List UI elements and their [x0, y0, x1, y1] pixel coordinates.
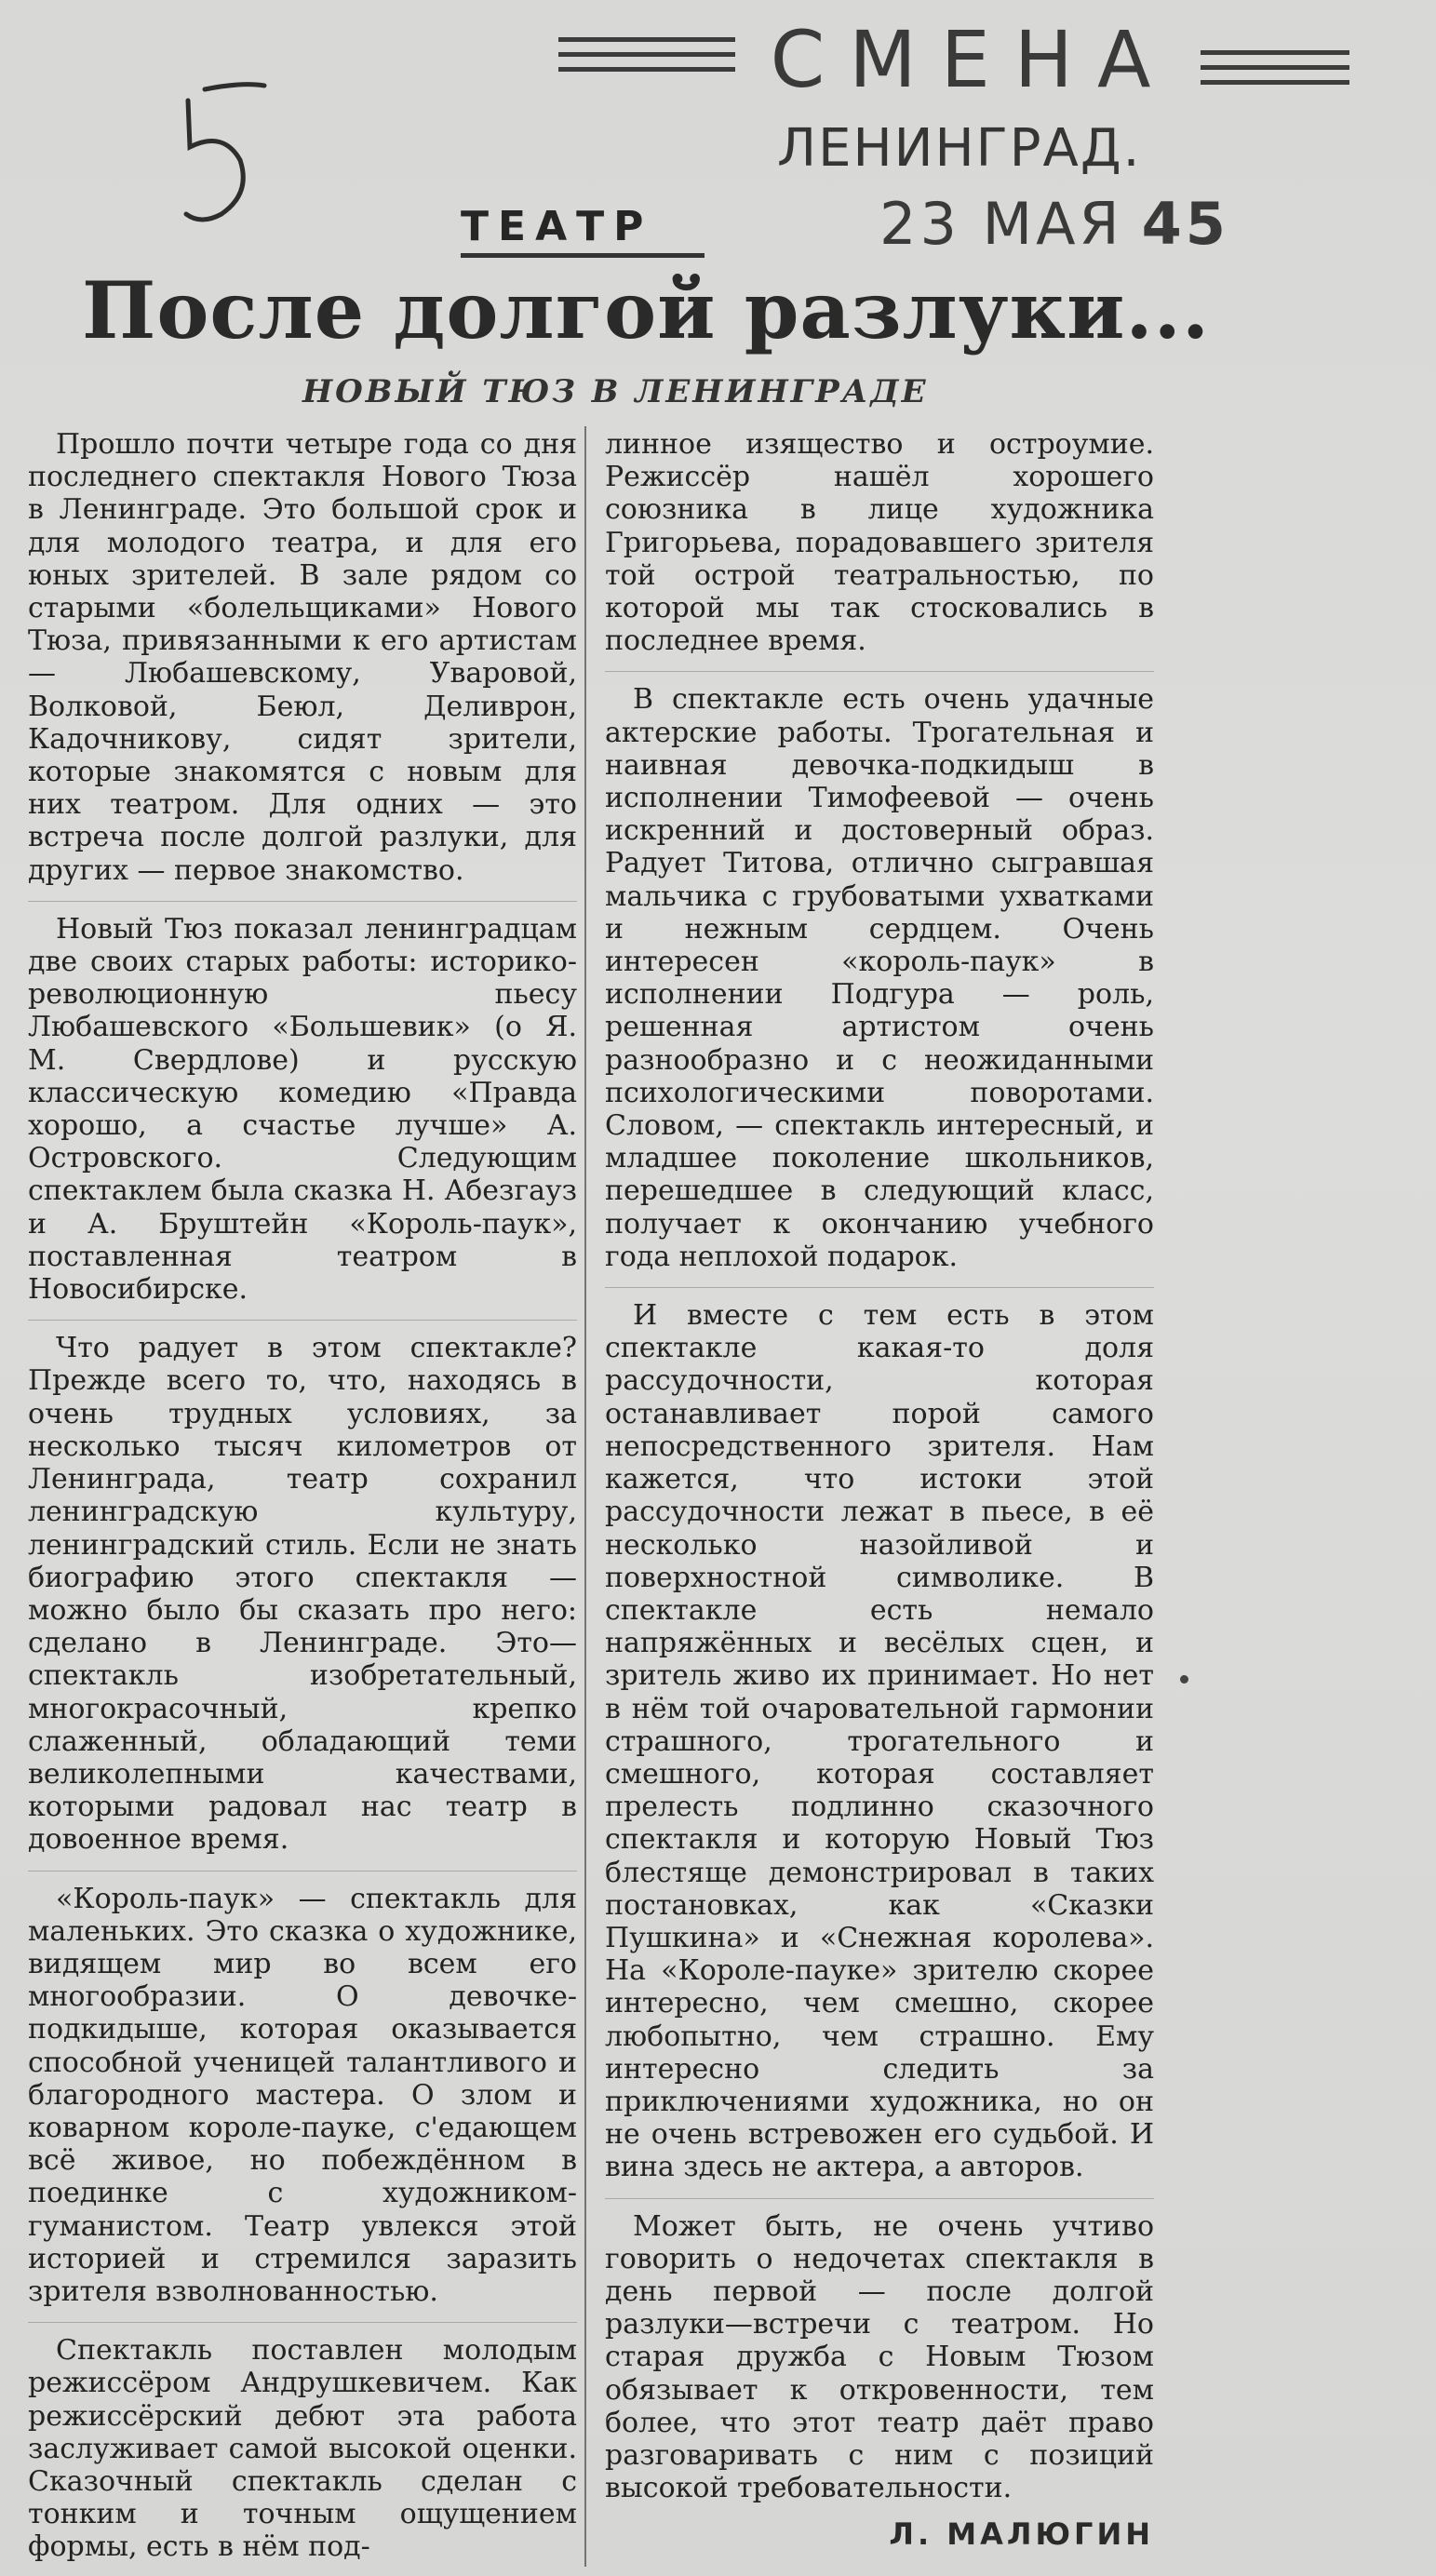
- article-column-right: [605, 428, 1154, 2552]
- article-subheadline: НОВЫЙ ТЮЗ В ЛЕНИНГРАДЕ: [302, 373, 929, 410]
- masthead-arrow-right: [1201, 37, 1349, 87]
- article-paragraph: Что радует в этом спектакле? Прежде всего то, что, находясь в очень трудных условиях, за несколько тысяч километров от Ленинграда, театр сохранил ленинградскую культуру, ленинградский стиль. Если не знать биографию этого спектакля — можно было бы сказать про него: сделано в Ленинграде. Это—спектакль изобретательный, многокрасочный, крепко слаженный, обладающий теми великолепными качествами, которыми радовал нас театр в довоенное время.: [28, 1332, 577, 1857]
- article-paragraph: Может быть, не очень учтиво говорить о недочетах спектакля в день первой — после долгой разлуки—встречи с театром. Но старая дружба с Новым Тюзом обязывает к откровенности, тем более, что этот театр даёт право разговаривать с ним с позиций высокой требовательности.: [605, 2209, 1154, 2505]
- masthead-arrow-left: [558, 37, 735, 87]
- paragraph-rule: [28, 1871, 577, 1872]
- publication-year: 45: [1141, 190, 1229, 258]
- paragraph-rule: [28, 2322, 577, 2323]
- paragraph-rule: [28, 1320, 577, 1321]
- publication-date: [879, 190, 1229, 258]
- handwritten-number: [168, 74, 279, 233]
- paragraph-rule: [605, 671, 1154, 672]
- article-paragraph: Новый Тюз показал ленинградцам две своих старых работы: историко-революционную пьесу Любашевского «Большевик» (о Я. М. Свердлове) и русскую классическую комедию «Правда хорошо, а счастье лучше» А. Островского. Следующим спектаклем была сказка Н. Абезгауз и А. Бруштейн «Король-паук», поставленная театром в Новосибирске.: [28, 912, 577, 1307]
- article-paragraph: Прошло почти четыре года со дня последнего спектакля Нового Тюза в Ленинграде. Это большой срок и для молодого театра, и для его юных зрителей. В зале рядом со старыми «болельщиками» Нового Тюза, привязанными к его артистам — Любашевскому, Уваровой, Волковой, Беюл, Деливрон, Кадочникову, сидят зрители, которые знакомятся с новым для них театром. Для одних — это встреча после долгой разлуки, для других — первое знакомство.: [28, 428, 577, 887]
- column-divider: [584, 426, 586, 2567]
- print-speck: [1180, 1675, 1188, 1684]
- article-paragraph: Спектакль поставлен молодым режиссёром Андрушкевичем. Как режиссёрский дебют эта работа заслуживает самой высокой оценки. Сказочный спектакль сделан с тонким и точным ощущением формы, есть в нём под-: [28, 2334, 577, 2564]
- article-paragraph: И вместе с тем есть в этом спектакле какая-то доля рассудочности, которая останавливает порой самого непосредственного зрителя. Нам кажется, что истоки этой рассудочности лежат в пьесе, в её несколько назойливой и поверхностной символике. В спектакле есть немало напряжённых и весёлых сцен, и зритель живо их принимает. Но нет в нём той очаровательной гармонии страшного, трогательного и смешного, которая составляет прелесть подлинно сказочного спектакля и которую Новый Тюз блестяще демонстрировал в таких постановках, как «Сказки Пушкина» и «Снежная королева». На «Короле-пауке» зрителю скорее интересно, чем смешно, скорее любопытно, чем страшно. Ему интересно следить за приключениями художника, но он не очень встревожен его судьбой. И вина здесь не актера, а авторов.: [605, 1299, 1154, 2184]
- article-paragraph: В спектакле есть очень удачные актерские работы. Трогательная и наивная девочка-подкидыш в исполнении Тимофеевой — очень искренний и достоверный образ. Радует Титова, отлично сыгравшая мальчика с грубоватыми ухватками и нежным сердцем. Очень интересен «король-паук» в исполнении Подгура — роль, решенная артистом очень разнообразно и с неожиданными психологическими поворотами. Словом, — спектакль интересный, и младшее поколение школьников, перешедшее в следующий класс, получает к окончанию учебного года неплохой подарок.: [605, 683, 1154, 1273]
- newspaper-city: ЛЕНИНГРАД.: [777, 118, 1142, 179]
- article-headline: После долгой разлуки...: [82, 264, 1211, 356]
- paragraph-rule: [28, 901, 577, 902]
- section-rubric: ТЕАТР: [461, 203, 653, 250]
- article-author: Л. МАЛЮГИН: [889, 2516, 1154, 2553]
- article-column-left: [28, 428, 577, 2576]
- newspaper-name: СМЕНА: [770, 14, 1175, 105]
- article-paragraph: линное изящество и остроумие. Режиссёр нашёл хорошего союзника в лице художника Григорьева, порадовавшего зрителя той острой театральностью, по которой мы так стосковались в последнее время.: [605, 428, 1154, 658]
- article-paragraph: «Король-паук» — спектакль для маленьких. Это сказка о художнике, видящем мир во всем его многообразии. О девочке-подкидыше, которая оказывается способной ученицей талантливого и благородного мастера. О злом и коварном короле-пауке, с'едающем всё живое, но побеждённом в поединке с художником-гуманистом. Театр увлекся этой историей и стремился заразить зрителя взволнованностью.: [28, 1882, 577, 2308]
- paragraph-rule: [605, 1287, 1154, 1288]
- publication-day-month: 23 МАЯ: [879, 190, 1123, 258]
- paragraph-rule: [605, 2198, 1154, 2199]
- rubric-underline: [461, 253, 705, 258]
